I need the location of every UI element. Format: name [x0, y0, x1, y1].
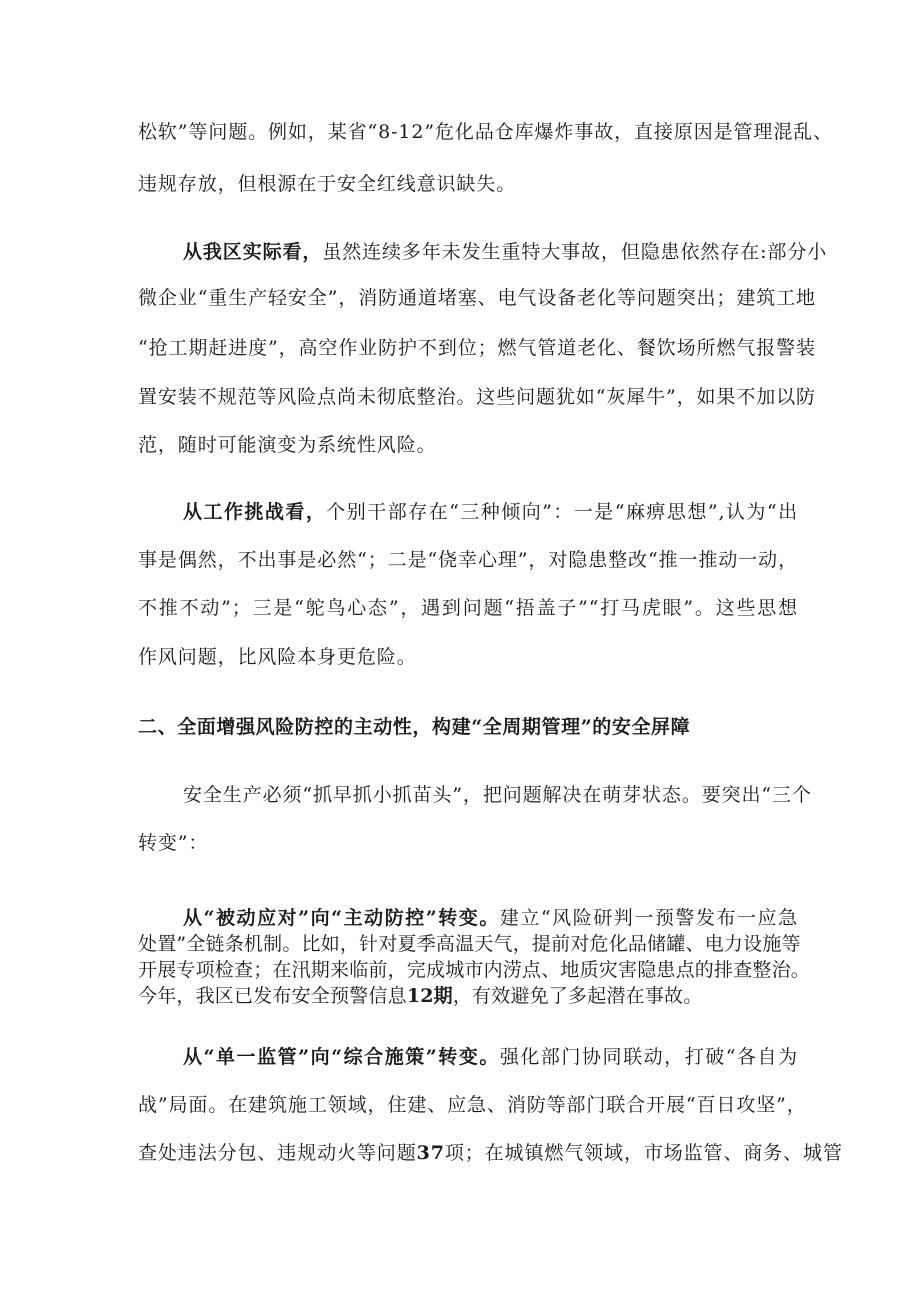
- para3-line4: 作风问题，比风险本身更危险。: [138, 646, 417, 668]
- para3-lead: 从工作挑战看，: [183, 501, 327, 523]
- para5-line1-rest: 建立“风险研判一预警发布一应急: [499, 907, 799, 929]
- para1-line1: 松软”等问题。例如，某省“8-12”危化品仓库爆炸事故，直接原因是管理混乱、: [138, 121, 834, 143]
- para3-line2: 事是偶然，不出事是必然“；二是“侥幸心理”，对隐患整改“推一推动一动，: [138, 549, 798, 571]
- para2-line3: “抢工期赶进度”，高空作业防护不到位；燃气管道老化、餐饮场所燃气报警装: [138, 337, 816, 359]
- para4-line2: 转变”：: [138, 832, 209, 854]
- para5-line3: 开展专项检查；在汛期来临前，完成城市内涝点、地质灾害隐患点的排查整治。: [138, 959, 811, 981]
- para5-last-post: ，有效避免了多起潜在事故。: [452, 985, 703, 1007]
- para2-line4: 置安装不规范等风险点尚未彻底整治。这些问题犹如“灰犀牛”，如果不加以防: [138, 386, 816, 408]
- section-heading-2: 二、全面增强风险防控的主动性，构建“全周期管理”的安全屏障: [138, 716, 691, 738]
- para6-last-num: 37: [416, 1142, 445, 1164]
- para5-line2: 处置”全链条机制。比如，针对夏季高温天气，提前对危化品储罐、电力设施等: [138, 933, 801, 955]
- para2-line2: 微企业“重生产轻安全”，消防通道堵塞、电气设备老化等问题突出；建筑工地: [138, 287, 816, 309]
- para6-lead: 从“单一监管”向“综合施策”转变。: [183, 1046, 500, 1068]
- para6-line1-rest: 强化部门协同联动，打破“各自为: [499, 1046, 799, 1068]
- para2-lead: 从我区实际看，: [183, 241, 323, 263]
- para6-line3: [138, 1141, 843, 1165]
- para5-line4: [138, 984, 798, 1008]
- para6-last-post: 项；在城镇燃气领域，市场监管、商务、城管: [444, 1142, 843, 1164]
- para3-line3: 不推不动”；三是“鸵鸟心态”，遇到问题“捂盖子”“打马虎眼”。这些思想: [138, 597, 798, 619]
- para5-lead: 从“被动应对”向“主动防控”转变。: [183, 907, 500, 929]
- para3-line1-rest: 个别干部存在“三种倾向”：一是“麻痹思想”,认为“出: [326, 501, 798, 523]
- para6-line1: [183, 1045, 798, 1069]
- para2-line1: [183, 240, 828, 264]
- para6-line2: 战”局面。在建筑施工领域，住建、应急、消防等部门联合开展“百日攻坚”，: [138, 1094, 807, 1116]
- para4-line1: 安全生产必须“抓早抓小抓苗头”，把问题解决在萌芽状态。要突出“三个: [183, 784, 812, 806]
- para2-line1-rest: 虽然连续多年未发生重特大事故，但隐患依然存在:部分小: [322, 241, 828, 263]
- para6-last-pre: 查处违法分包、违规动火等问题: [138, 1142, 417, 1164]
- para3-line1: [183, 500, 798, 524]
- para1-line2: 违规存放，但根源在于安全红线意识缺失。: [138, 173, 517, 195]
- para5-last-pre: 今年，我区已发布安全预警信息: [138, 985, 407, 1007]
- para2-line5: 范，随时可能演变为系统性风险。: [138, 434, 437, 456]
- para5-last-num: 12期: [406, 985, 453, 1007]
- para5-line1: [183, 906, 798, 930]
